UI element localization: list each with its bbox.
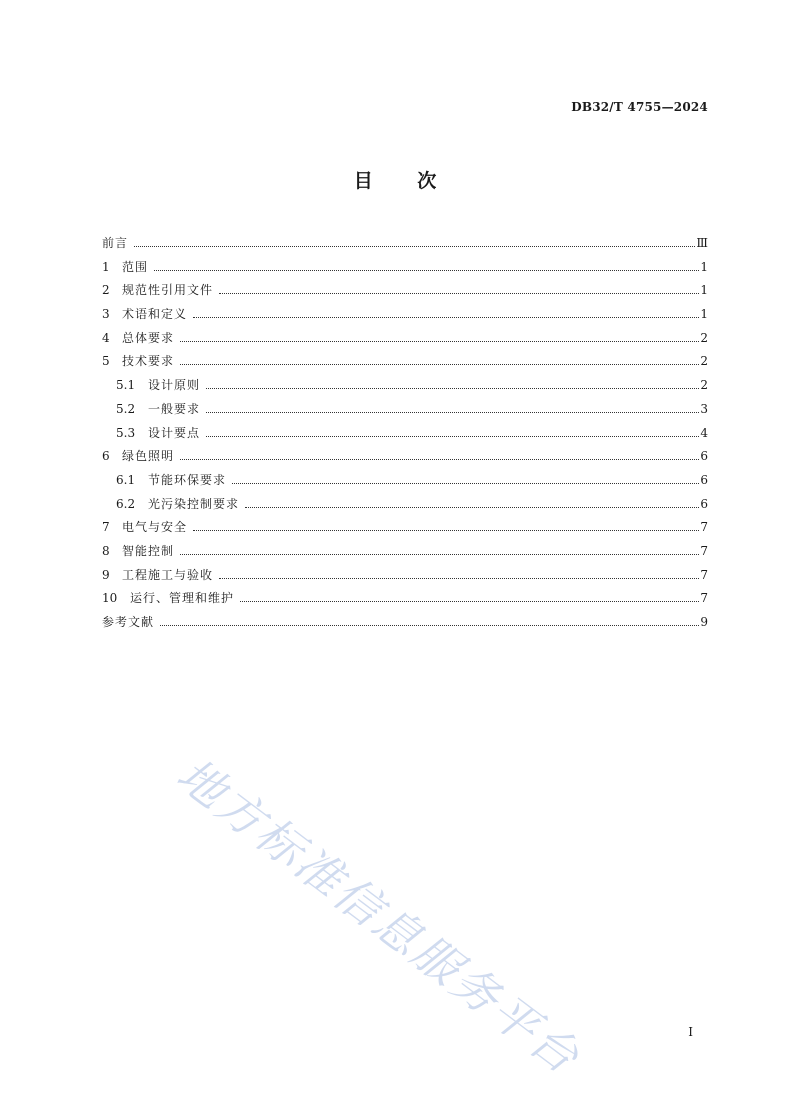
toc-entry-number: 5 — [102, 354, 110, 369]
toc-entry[interactable] — [102, 351, 708, 375]
toc-entry[interactable] — [102, 588, 708, 612]
dot-leader — [160, 625, 699, 626]
dot-leader — [240, 601, 699, 602]
toc-entry[interactable] — [102, 399, 708, 423]
toc-entry-number: 5.2 — [116, 401, 136, 416]
toc-entry-page: 9 — [700, 615, 708, 629]
toc-entry-page: 6 — [700, 472, 708, 487]
dot-leader — [219, 578, 699, 579]
toc-entry-number: 6 — [102, 449, 110, 464]
dot-leader — [180, 459, 699, 460]
toc-entry-page: 7 — [700, 567, 708, 582]
toc-entry-page: 2 — [700, 330, 708, 345]
dot-leader — [206, 388, 699, 389]
toc-entry[interactable] — [102, 446, 708, 470]
toc-entry-label: 术语和定义 — [122, 307, 188, 322]
toc-entry-number: 7 — [102, 520, 110, 535]
toc-entry-label: 绿色照明 — [122, 449, 175, 464]
table-of-contents — [102, 233, 708, 636]
toc-entry-page: 7 — [700, 591, 708, 606]
toc-entry-label: 规范性引用文件 — [122, 283, 214, 298]
toc-entry-page: 3 — [700, 401, 708, 416]
toc-entry-page: 2 — [700, 378, 708, 393]
toc-entry-number: 3 — [102, 307, 110, 322]
dot-leader — [193, 530, 699, 531]
toc-entry-page: 1 — [700, 283, 708, 298]
toc-entry-label: 设计原则 — [148, 378, 201, 393]
toc-entry[interactable] — [102, 304, 708, 328]
toc-entry-label: 运行、管理和维护 — [130, 591, 235, 606]
watermark: 地方标准信息服务平台 — [167, 747, 591, 1086]
toc-entry-number: 2 — [102, 283, 110, 298]
toc-entry-label: 范围 — [122, 259, 149, 274]
toc-entry-page: 1 — [700, 259, 708, 274]
toc-entry[interactable] — [102, 494, 708, 518]
dot-leader — [232, 483, 699, 484]
toc-entry-label: 一般要求 — [148, 401, 201, 416]
toc-entry-label: 参考文献 — [102, 615, 155, 629]
toc-entry-number: 8 — [102, 543, 110, 558]
toc-entry-label: 工程施工与验收 — [122, 567, 214, 582]
dot-leader — [206, 436, 699, 437]
toc-entry-page: Ⅲ — [696, 236, 708, 250]
toc-entry-page: 2 — [700, 354, 708, 369]
dot-leader — [180, 364, 699, 365]
dot-leader — [154, 270, 699, 271]
toc-entry-label: 光污染控制要求 — [148, 496, 240, 511]
dot-leader — [219, 293, 699, 294]
toc-entry-number: 6.2 — [116, 496, 136, 511]
toc-entry-label: 技术要求 — [122, 354, 175, 369]
toc-entry-number: 1 — [102, 259, 110, 274]
toc-entry[interactable] — [102, 375, 708, 399]
toc-entry[interactable] — [102, 328, 708, 352]
dot-leader — [134, 246, 695, 247]
toc-entry-label: 设计要点 — [148, 425, 201, 440]
toc-entry-label: 节能环保要求 — [148, 472, 227, 487]
dot-leader — [180, 341, 699, 342]
toc-entry[interactable] — [102, 612, 708, 636]
toc-entry-number: 5.1 — [116, 378, 136, 393]
toc-entry-number: 10 — [102, 591, 118, 606]
toc-entry-number: 5.3 — [116, 425, 136, 440]
page-number: I — [688, 1025, 693, 1039]
toc-entry[interactable] — [102, 233, 708, 257]
dot-leader — [206, 412, 699, 413]
dot-leader — [245, 507, 699, 508]
toc-entry-page: 7 — [700, 543, 708, 558]
toc-entry[interactable] — [102, 565, 708, 589]
toc-entry-number: 9 — [102, 567, 110, 582]
toc-entry[interactable] — [102, 517, 708, 541]
toc-entry-page: 1 — [700, 307, 708, 322]
dot-leader — [180, 554, 699, 555]
toc-entry-page: 4 — [700, 425, 708, 440]
toc-entry[interactable] — [102, 470, 708, 494]
toc-entry-number: 6.1 — [116, 472, 136, 487]
toc-entry-page: 7 — [700, 520, 708, 535]
toc-entry[interactable] — [102, 423, 708, 447]
toc-entry-label: 总体要求 — [122, 330, 175, 345]
toc-entry[interactable] — [102, 280, 708, 304]
toc-entry-label: 电气与安全 — [122, 520, 188, 535]
dot-leader — [193, 317, 699, 318]
document-code: DB32/T 4755—2024 — [571, 100, 708, 114]
toc-entry[interactable] — [102, 541, 708, 565]
toc-entry-page: 6 — [700, 449, 708, 464]
toc-entry-number: 4 — [102, 330, 110, 345]
toc-entry[interactable] — [102, 257, 708, 281]
page-title: 目 次 — [353, 170, 439, 192]
toc-entry-page: 6 — [700, 496, 708, 511]
toc-entry-label: 智能控制 — [122, 543, 175, 558]
toc-entry-label: 前言 — [102, 236, 129, 250]
